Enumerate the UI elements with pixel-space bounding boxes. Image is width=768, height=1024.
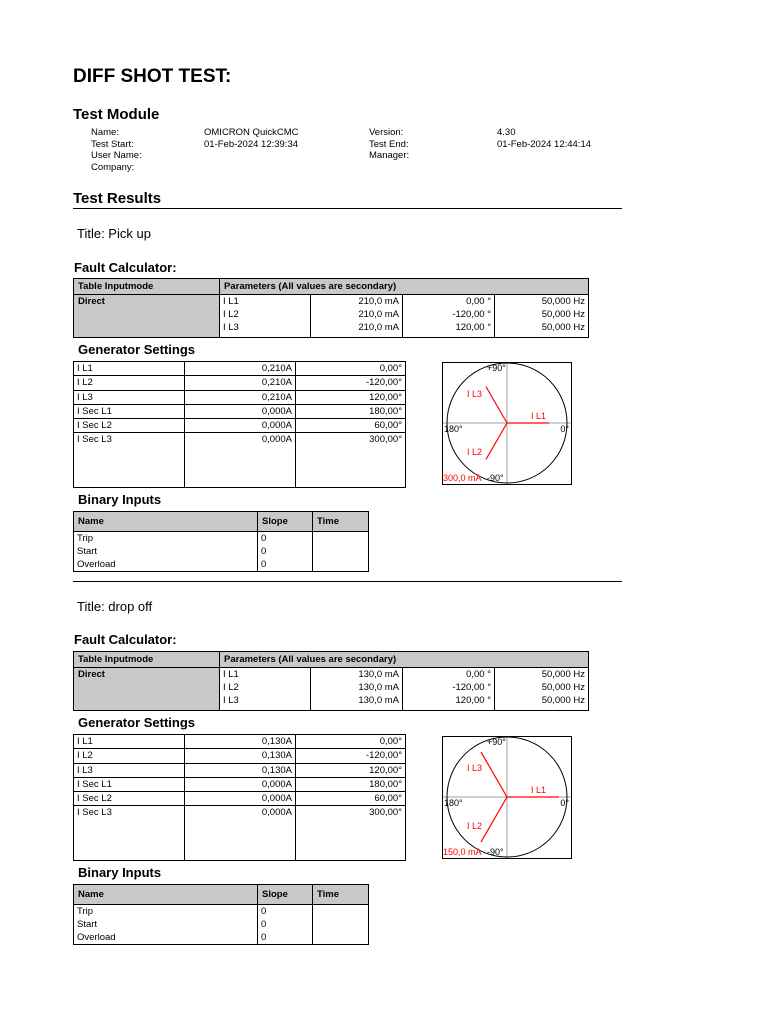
table-header-parameters: Parameters (All values are secondary) — [224, 654, 397, 665]
fc-cell: 50,000 Hz — [541, 296, 585, 307]
inputmode-value: Direct — [74, 295, 220, 337]
phasor-2 — [486, 423, 507, 459]
binary-cell: Trip — [77, 906, 94, 917]
gen-cell: 0,00° — [296, 362, 405, 376]
phasor-label-1: I L1 — [531, 785, 547, 795]
gen-cell: I Sec L3 — [77, 434, 112, 446]
value-test-start: 01-Feb-2024 12:39:34 — [204, 138, 299, 150]
test-module-heading: Test Module — [73, 106, 160, 123]
gen-cell: I Sec L3 — [77, 807, 112, 819]
table-header-parameters: Parameters (All values are secondary) — [224, 281, 397, 292]
value-name: OMICRON QuickCMC — [204, 127, 299, 138]
value-company — [204, 162, 298, 174]
phasor-label-3: I L3 — [467, 763, 483, 773]
module-values-left — [204, 127, 298, 173]
binary-cell — [313, 532, 368, 545]
binary-cell — [313, 905, 368, 918]
label-name: Name: — [91, 127, 119, 138]
phasor-label-2: I L2 — [467, 821, 483, 831]
binary-cell: Start — [77, 919, 98, 930]
axis-label-bottom: -90° — [487, 473, 504, 483]
fault-calculator-table — [73, 278, 589, 338]
fc-cell: -120,00 ° — [452, 309, 491, 320]
axis-label-top: +90° — [487, 737, 506, 747]
axis-label-right: 0° — [560, 798, 569, 808]
binary-cell: Overload — [77, 932, 116, 943]
label-company: Company: — [91, 161, 135, 173]
gen-cell: -120,00° — [296, 749, 405, 763]
phasor-3 — [486, 387, 507, 423]
gen-cell: 0,210A — [185, 362, 295, 376]
label-user-name: User Name: — [91, 150, 142, 161]
binary-cell — [313, 545, 368, 558]
fc-cell: 130,0 mA — [358, 669, 399, 680]
binary-cell — [313, 558, 368, 571]
fault-calculator-table — [73, 651, 589, 711]
binary-header-slope: Slope — [258, 512, 312, 532]
fc-cell: I L2 — [223, 309, 239, 320]
scale-label: 300,0 mA — [443, 473, 482, 483]
vector-diagram — [442, 362, 572, 485]
gen-cell: 60,00° — [296, 792, 405, 806]
label-manager: Manager: — [369, 150, 410, 161]
fc-cell: 0,00 ° — [466, 296, 491, 307]
fc-cell: 0,00 ° — [466, 669, 491, 680]
fc-cell: 50,000 Hz — [541, 322, 585, 333]
binary-header-name: Name — [74, 885, 257, 905]
binary-header-time: Time — [313, 885, 368, 905]
vector-diagram-svg — [443, 737, 571, 858]
generator-settings-heading: Generator Settings — [78, 715, 196, 730]
binary-cell: 0 — [261, 546, 267, 557]
fc-cell: 50,000 Hz — [541, 669, 585, 680]
axis-label-top: +90° — [487, 363, 506, 373]
gen-cell: I L2 — [74, 376, 184, 390]
generator-settings-table — [73, 734, 406, 861]
table-header-inputmode: Table Inputmode — [74, 652, 220, 667]
binary-inputs-heading: Binary Inputs — [78, 492, 162, 507]
test-title: Title: drop off — [77, 599, 153, 614]
gen-cell: 120,00° — [296, 391, 405, 405]
gen-cell: I Sec L2 — [74, 792, 184, 806]
value-user-name — [204, 150, 298, 162]
fc-cell: I L2 — [223, 682, 239, 693]
binary-cell: 0 — [261, 559, 267, 570]
gen-cell: 0,130A — [185, 749, 295, 763]
fc-cell: I L1 — [223, 669, 239, 680]
gen-cell: 0,000A — [261, 807, 292, 819]
binary-header-time: Time — [313, 512, 368, 532]
fc-cell: -120,00 ° — [452, 682, 491, 693]
gen-cell: 0,210A — [185, 376, 295, 390]
binary-cell: Start — [77, 546, 98, 557]
scale-label: 150,0 mA — [443, 847, 482, 857]
gen-cell: 0,000A — [185, 778, 295, 792]
gen-cell: 0,000A — [261, 434, 292, 446]
gen-cell: 0,00° — [296, 735, 405, 749]
binary-inputs-table — [73, 511, 369, 572]
inputmode-value: Direct — [74, 668, 220, 710]
page-title: DIFF SHOT TEST: — [73, 66, 232, 87]
fc-cell: I L3 — [223, 322, 239, 333]
gen-cell: 180,00° — [296, 405, 405, 419]
fc-cell: 210,0 mA — [358, 322, 399, 333]
gen-cell: 300,00° — [369, 807, 402, 819]
gen-cell: I L2 — [74, 749, 184, 763]
fc-cell: 130,0 mA — [358, 682, 399, 693]
gen-cell: 60,00° — [296, 419, 405, 433]
binary-cell: 0 — [261, 533, 267, 544]
binary-inputs-table — [73, 884, 369, 945]
binary-cell — [313, 931, 368, 944]
gen-cell: 0,000A — [185, 419, 295, 433]
module-values-right — [497, 127, 591, 162]
gen-cell: 300,00° — [369, 434, 402, 446]
binary-header-slope: Slope — [258, 885, 312, 905]
fc-cell: 120,00 ° — [455, 695, 491, 706]
label-test-end: Test End: — [369, 138, 409, 150]
axis-label-left: 180° — [444, 798, 463, 808]
test-results-heading: Test Results — [73, 190, 162, 207]
fc-cell: I L1 — [223, 296, 239, 307]
value-test-end: 01-Feb-2024 12:44:14 — [497, 138, 592, 150]
fc-cell: 210,0 mA — [358, 309, 399, 320]
gen-cell: I L1 — [74, 362, 184, 376]
phasor-label-2: I L2 — [467, 447, 483, 457]
binary-cell: 0 — [261, 919, 267, 930]
binary-cell: 0 — [261, 906, 267, 917]
fc-cell: 210,0 mA — [358, 296, 399, 307]
gen-cell: I L3 — [74, 764, 184, 778]
fc-cell: 50,000 Hz — [541, 695, 585, 706]
binary-cell — [313, 918, 368, 931]
divider — [73, 581, 622, 582]
fc-cell: 50,000 Hz — [541, 309, 585, 320]
fc-cell: I L3 — [223, 695, 239, 706]
axis-label-bottom: -90° — [487, 847, 504, 857]
module-labels-left — [91, 127, 142, 173]
fault-calculator-heading: Fault Calculator: — [74, 632, 177, 647]
fc-cell: 120,00 ° — [455, 322, 491, 333]
gen-cell: 0,000A — [185, 792, 295, 806]
binary-inputs-heading: Binary Inputs — [78, 865, 162, 880]
gen-cell: 0,130A — [185, 735, 295, 749]
table-header-inputmode: Table Inputmode — [74, 279, 220, 294]
label-test-start: Test Start: — [91, 138, 134, 150]
gen-cell: 120,00° — [296, 764, 405, 778]
gen-cell: -120,00° — [296, 376, 405, 390]
binary-header-name: Name — [74, 512, 257, 532]
binary-cell: Trip — [77, 533, 94, 544]
generator-settings-table — [73, 361, 406, 488]
fc-cell: 130,0 mA — [358, 695, 399, 706]
binary-cell: 0 — [261, 932, 267, 943]
generator-settings-heading: Generator Settings — [78, 342, 196, 357]
gen-cell: 0,210A — [185, 391, 295, 405]
gen-cell: 0,130A — [185, 764, 295, 778]
phasor-2 — [481, 797, 507, 842]
fc-cell: 50,000 Hz — [541, 682, 585, 693]
gen-cell: 180,00° — [296, 778, 405, 792]
test-title: Title: Pick up — [77, 226, 151, 241]
axis-label-right: 0° — [560, 424, 569, 434]
vector-diagram-svg — [443, 363, 571, 484]
gen-cell: I Sec L2 — [74, 419, 184, 433]
phasor-label-1: I L1 — [531, 411, 547, 421]
binary-cell: Overload — [77, 559, 116, 570]
gen-cell: I L3 — [74, 391, 184, 405]
vector-diagram — [442, 736, 572, 859]
gen-cell: I Sec L1 — [74, 405, 184, 419]
value-version: 4.30 — [497, 127, 516, 138]
gen-cell: I Sec L1 — [74, 778, 184, 792]
value-manager — [497, 150, 591, 162]
divider — [73, 208, 622, 209]
phasor-label-3: I L3 — [467, 389, 483, 399]
gen-cell: I L1 — [74, 735, 184, 749]
module-labels-right — [369, 127, 409, 162]
label-version: Version: — [369, 127, 404, 138]
gen-cell: 0,000A — [185, 405, 295, 419]
phasor-3 — [481, 752, 507, 797]
axis-label-left: 180° — [444, 424, 463, 434]
fault-calculator-heading: Fault Calculator: — [74, 260, 177, 275]
